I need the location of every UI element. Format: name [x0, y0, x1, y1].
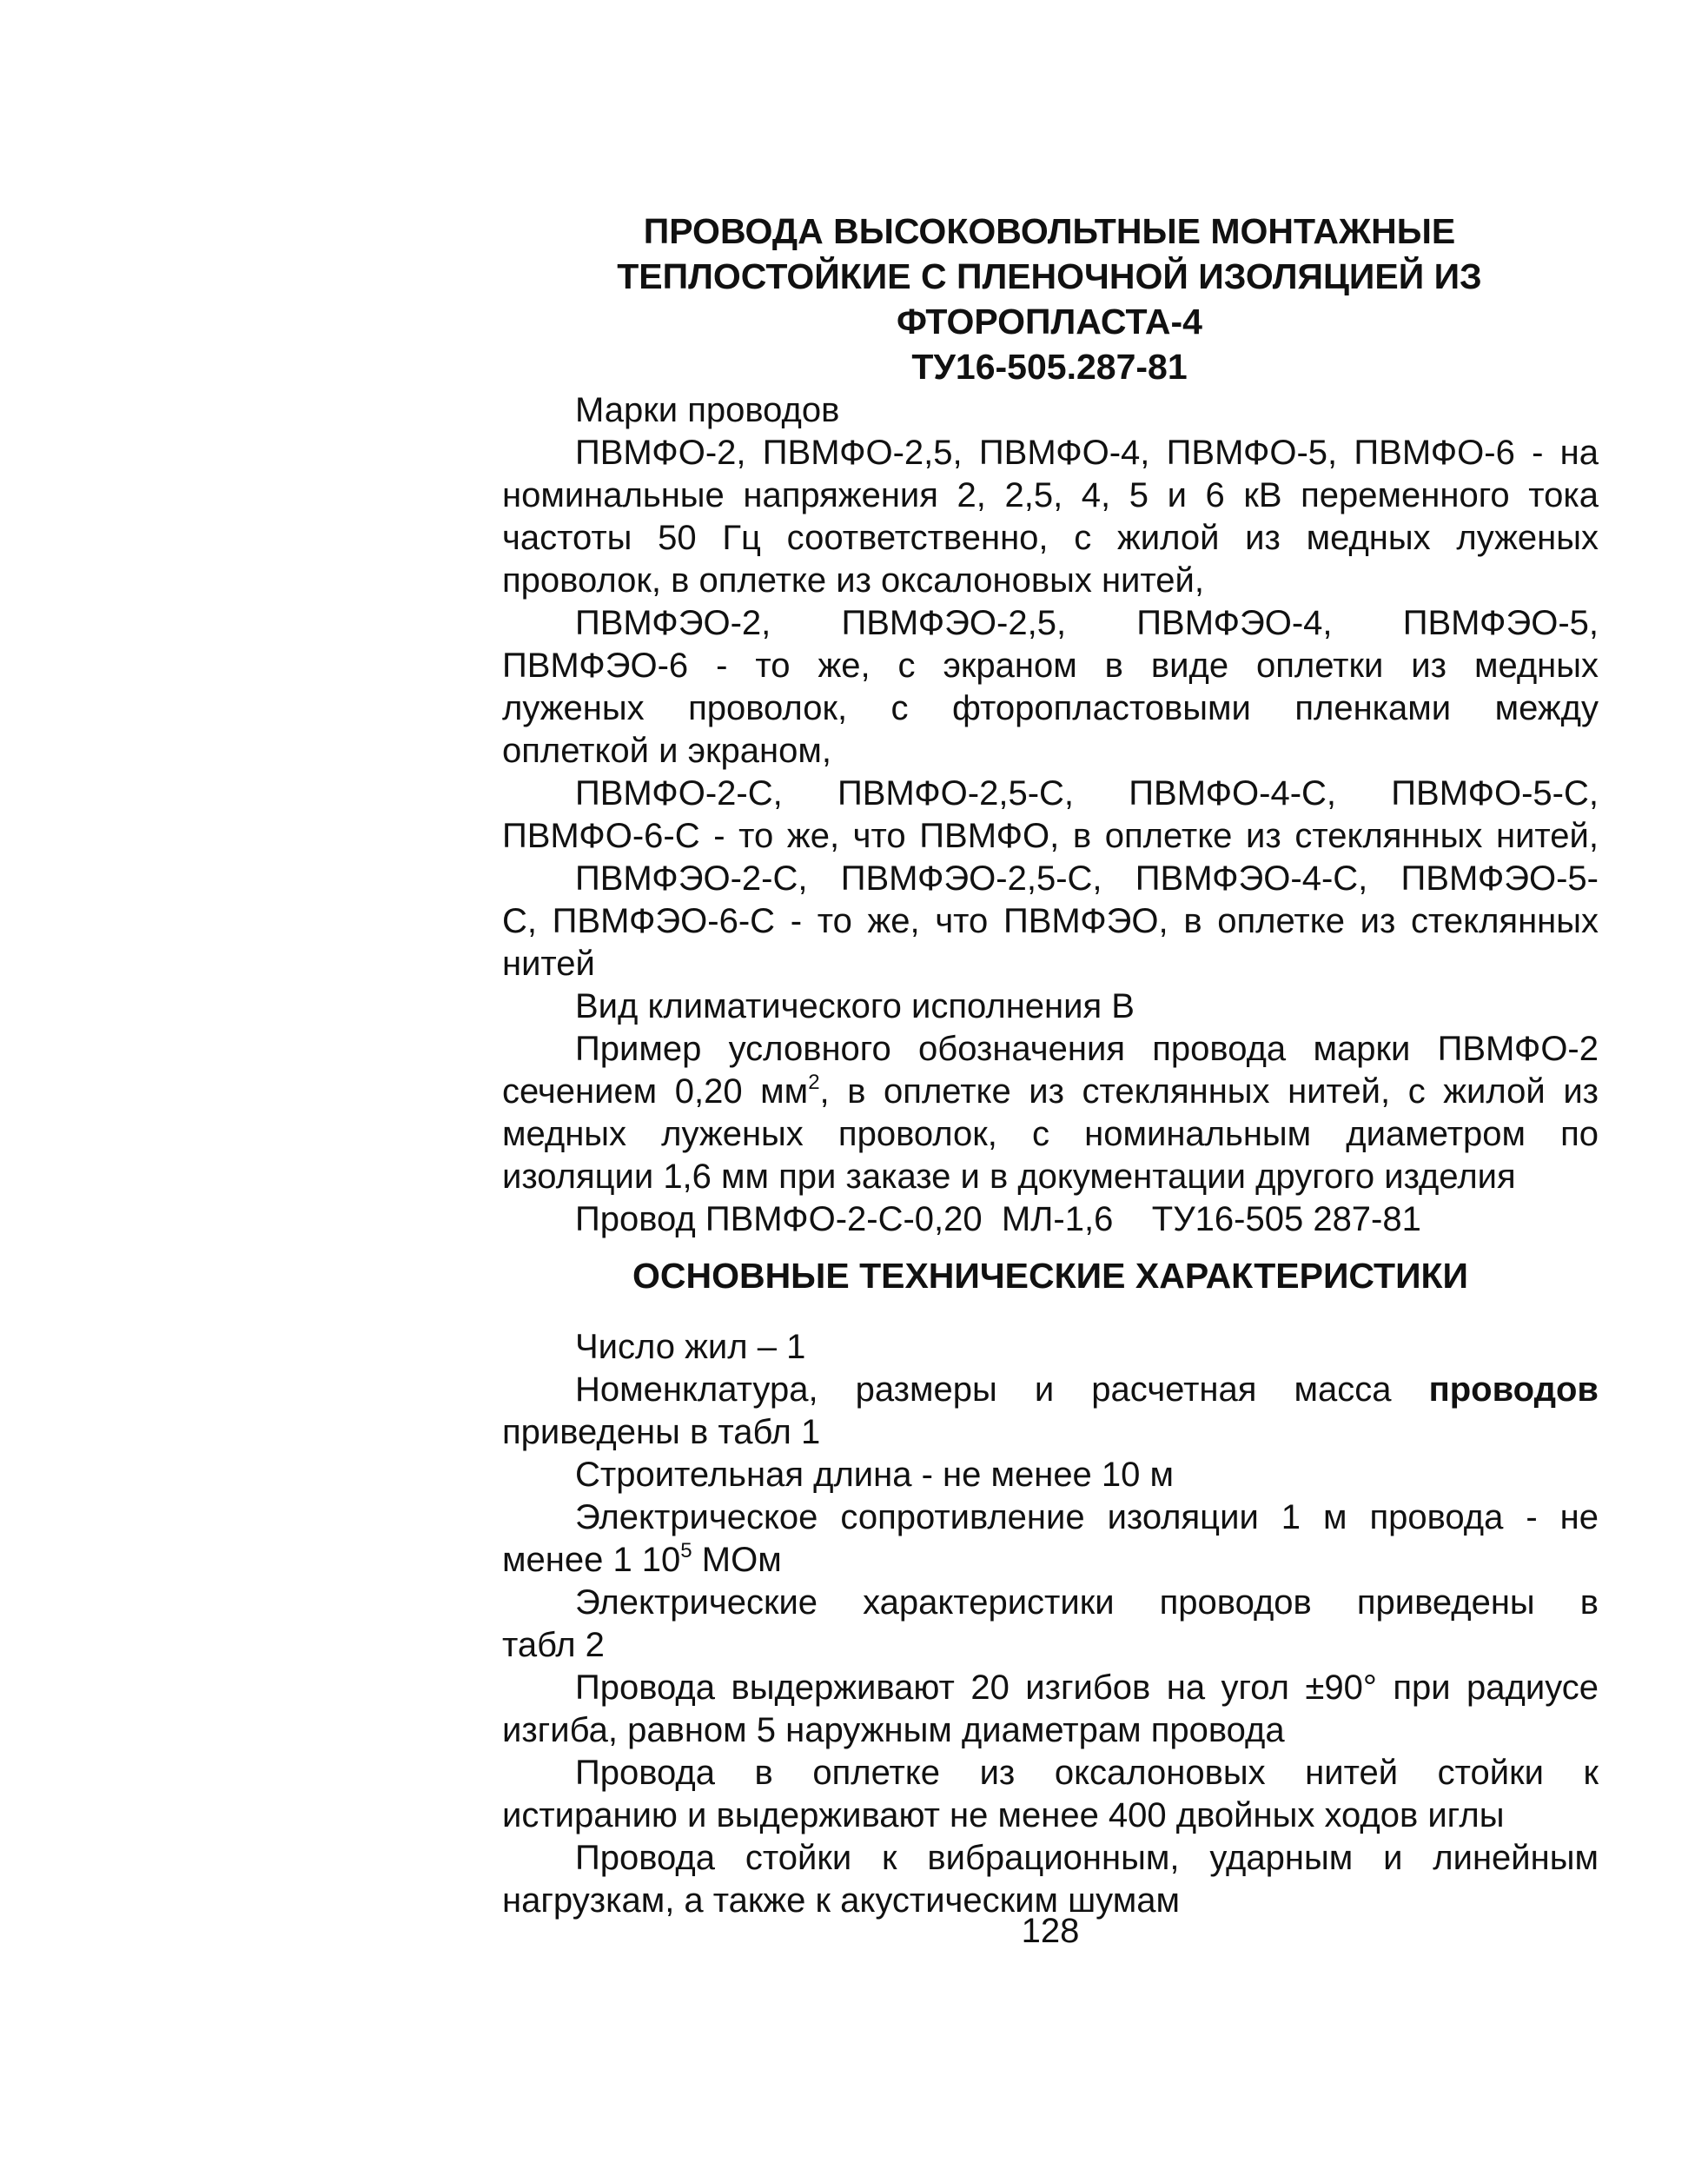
body-line: луженых проволок, с фторопластовыми пленками между — [502, 689, 1599, 727]
bold-word: проводов — [1428, 1370, 1599, 1409]
line-text: МОм — [692, 1541, 782, 1579]
line-text: сечением 0,20 мм — [502, 1072, 809, 1111]
body-line: истиранию и выдерживают не менее 400 двойных ходов иглы — [502, 1796, 1505, 1834]
body-line: ПВМФЭО-2, ПВМФЭО-2,5, ПВМФЭО-4, ПВМФЭО-5, — [575, 604, 1599, 642]
body-line: ПВМФЭО-6 - то же, с экраном в виде оплетки из медных — [502, 647, 1599, 685]
body-line: Пример условного обозначения провода марки ПВМФО-2 — [575, 1030, 1599, 1068]
body-line: частоты 50 Гц соответственно, с жилой из медных луженых — [502, 519, 1599, 557]
line-text: менее 1 10 — [502, 1541, 681, 1579]
body-line: ПВМФО-6-С - то же, что ПВМФО, в оплетке из стеклянных нитей, — [502, 817, 1599, 855]
body-line: медных луженых проволок, с номинальным диаметром по — [502, 1115, 1599, 1153]
title-line: ТЕПЛОСТОЙКИЕ С ПЛЕНОЧНОЙ ИЗОЛЯЦИЕЙ ИЗ — [617, 256, 1482, 296]
title-line: ПРОВОДА ВЫСОКОВОЛЬТНЫЕ МОНТАЖНЫЕ — [643, 211, 1456, 251]
body-line — [502, 1539, 1599, 1581]
body-line: ПВМФО-2, ПВМФО-2,5, ПВМФО-4, ПВМФО-5, ПВМФО-6 - на — [575, 434, 1599, 472]
section-heading: ОСНОВНЫЕ ТЕХНИЧЕСКИЕ ХАРАКТЕРИСТИКИ — [632, 1256, 1469, 1296]
body-line: Число жил – 1 — [575, 1328, 806, 1366]
page-number: 128 — [1021, 1912, 1080, 1950]
title-line: ФТОРОПЛАСТА-4 — [897, 302, 1202, 342]
body-line: табл 2 — [502, 1626, 605, 1664]
body-line: изгиба, равном 5 наружным диаметрам провода — [502, 1711, 1285, 1749]
body-line: Электрическое сопротивление изоляции 1 м провода - не — [575, 1498, 1599, 1536]
superscript: 2 — [808, 1071, 820, 1094]
body-line: нагрузкам, а также к акустическим шумам — [502, 1881, 1180, 1920]
body-line: Строительная длина - не менее 10 м — [575, 1456, 1175, 1494]
body-line: изоляции 1,6 мм при заказе и в документации другого изделия — [502, 1158, 1516, 1196]
superscript: 5 — [680, 1539, 692, 1562]
line-text: Номенклатура, размеры и расчетная масса — [575, 1370, 1392, 1409]
body-line: Марки проводов — [575, 391, 840, 429]
body-line: Электрические характеристики проводов приведены в — [575, 1583, 1599, 1622]
body-line: ПВМФЭО-2-С, ПВМФЭО-2,5-С, ПВМФЭО-4-С, ПВМФЭО-5- — [575, 859, 1599, 898]
spec-number: ТУ16-505.287-81 — [911, 347, 1188, 387]
body-line: Провода в оплетке из оксалоновых нитей стойки к — [575, 1754, 1599, 1792]
body-line — [575, 1369, 1599, 1410]
document-title — [502, 209, 1597, 389]
body-line: нитей — [502, 945, 595, 983]
body-line: проволок, в оплетке из оксалоновых нитей, — [502, 561, 1204, 600]
body-line: номинальные напряжения 2, 2,5, 4, 5 и 6 кВ переменного тока — [502, 476, 1599, 514]
body-line: С, ПВМФЭО-6-С - то же, что ПВМФЭО, в оплетке из стеклянных — [502, 902, 1599, 940]
body-line: ПВМФО-2-С, ПВМФО-2,5-С, ПВМФО-4-С, ПВМФО-5-С, — [575, 774, 1599, 813]
body-line: Провода выдерживают 20 изгибов на угол ±90° при радиусе — [575, 1668, 1599, 1707]
body-line — [502, 1071, 1599, 1112]
body-line: Провода стойки к вибрационным, ударным и линейным — [575, 1839, 1599, 1877]
body-line: приведены в табл 1 — [502, 1413, 821, 1451]
line-text: , в оплетке из стеклянных нитей, с жилой из — [819, 1072, 1599, 1111]
body-line: оплеткой и экраном, — [502, 732, 831, 770]
body-line: Вид климатического исполнения В — [575, 987, 1135, 1025]
designation-example: Провод ПВМФО-2-С-0,20 МЛ-1,6 ТУ16-505 287-81 — [575, 1200, 1421, 1238]
